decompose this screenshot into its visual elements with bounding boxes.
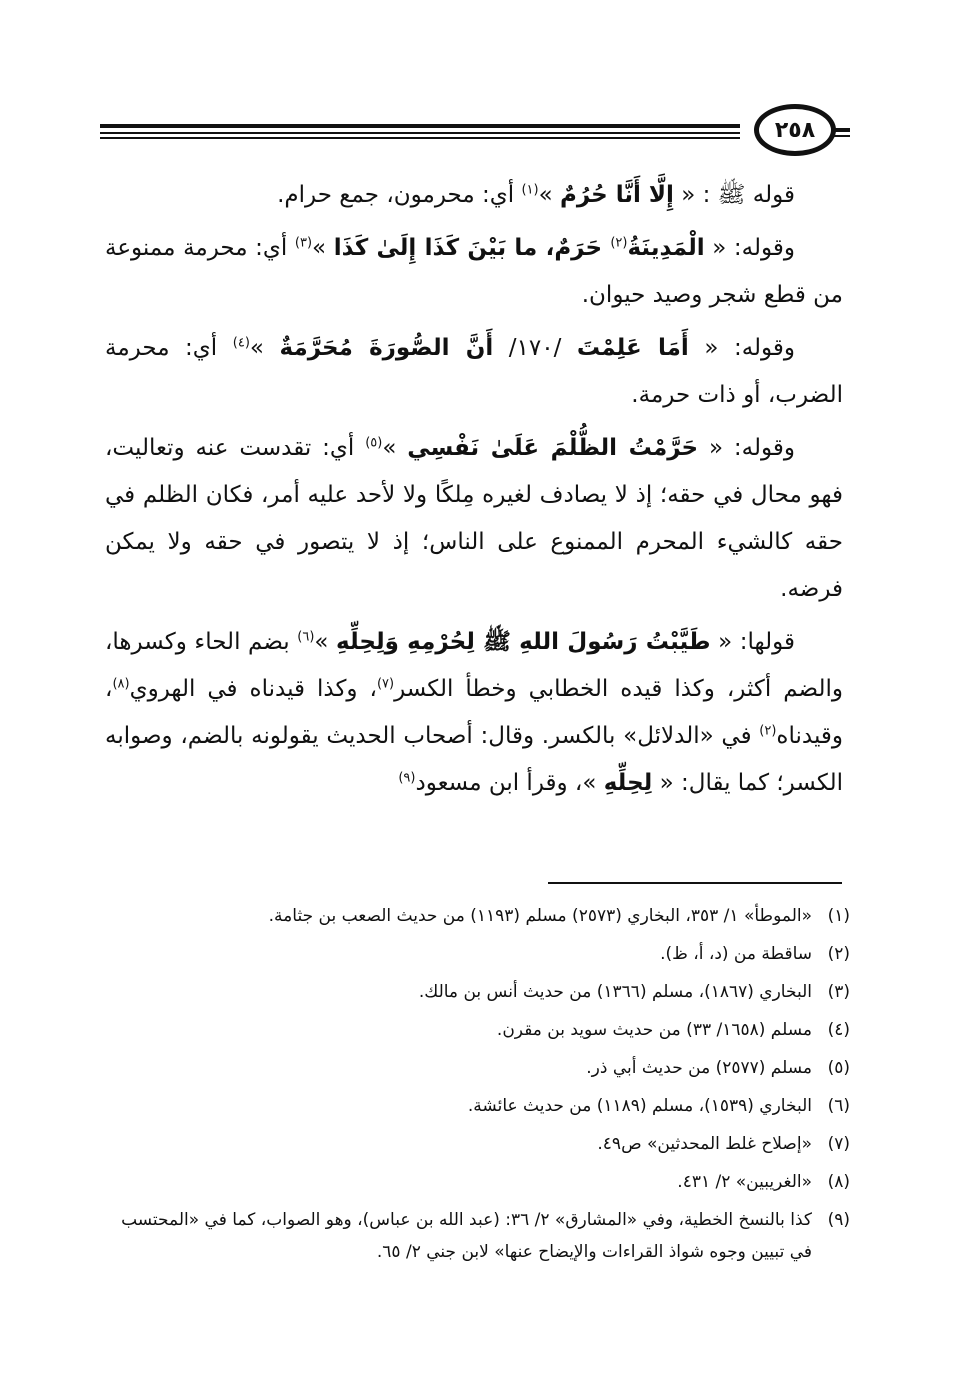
footnote-ref[interactable]: (٥) — [365, 435, 383, 451]
footnote-item — [105, 1052, 850, 1084]
footnote-item — [105, 900, 850, 932]
footnote-text: كذا بالنسخ الخطية، وفي «المشارق» ٢/ ٣٦: (عبد الله بن عباس)، وهو الصواب، كما في «المحتسب في تبيين وجوه شواذ القراءات والإيضاح عنها» لابن جني ٢/ ٦٥. — [121, 1210, 812, 1262]
text-run: أي: محرمة ممنوعة من قطع شجر وصيد حيوان. — [105, 235, 843, 308]
hadith-quote: إِلَّا أَنَّا حُرُمٌ — [560, 182, 674, 208]
footnote-text: ساقطة من (د، أ، ظ). — [660, 944, 812, 964]
footnote-ref[interactable]: (٦) — [297, 629, 315, 645]
hadith-quote: أَنَّ الصُّورَةَ مُحَرَّمَةٌ — [279, 335, 494, 361]
footnote-number: (٤) — [827, 1020, 850, 1040]
footnote-ref[interactable]: (٣) — [294, 235, 313, 251]
footnote-number: (٩) — [827, 1210, 850, 1230]
footnote-text: البخاري (١٥٣٩)، مسلم (١١٨٩) من حديث عائشة. — [467, 1096, 812, 1116]
text-run: أي: تقدست عنه وتعاليت، فهو محال في حقه؛ إذ لا يصادف لغيره مِلكًا ولا لأحد عليه أمر، فكان الظلم في حقه كالشيء المحرم الممنوع على الناس؛ إذ لا يتصور في حقه ولا يمكن فرضه. — [105, 435, 843, 602]
footnote-text: «الغريبين» ٢/ ٤٣١. — [677, 1172, 812, 1192]
footnote-number: (٨) — [827, 1172, 850, 1192]
text-run: » — [538, 182, 560, 208]
footnote-item — [105, 1204, 850, 1268]
footnote-text: مسلم (١٦٥٨/ ٣٣) من حديث سويد بن مقرن. — [496, 1020, 812, 1040]
footnote-item — [105, 1014, 850, 1046]
footnote-text: «إصلاح غلط المحدثين» ص٤٩. — [597, 1134, 812, 1154]
footnote-ref[interactable]: (١) — [521, 182, 539, 198]
text-run: » — [312, 235, 334, 261]
header-rule — [100, 124, 740, 128]
text-run: » — [314, 629, 337, 655]
footnote-ref[interactable]: (٢) — [759, 723, 777, 739]
paragraph-5 — [105, 619, 843, 807]
footnote-item — [105, 1128, 850, 1160]
hadith-quote: طَيَّبْتُ رَسُولَ اللهِ ﷺ لِحُرْمِهِ وَلِحِلِّهِ — [336, 629, 711, 655]
footnote-ref[interactable]: (٢) — [610, 235, 628, 251]
hadith-quote: حَرَّمْتُ الظُّلْمَ عَلَىٰ نَفْسِي — [407, 435, 699, 461]
text-run: »، وقرأ ابن مسعود — [415, 770, 604, 796]
page-number-badge — [754, 104, 836, 156]
footnote-number: (٢) — [827, 944, 850, 964]
hadith-quote: لِحِلِّهِ — [603, 770, 653, 796]
text-run: أي: محرمة الضرب، أو ذات حرمة. — [105, 335, 843, 408]
footnote-ref[interactable]: (٤) — [232, 335, 250, 351]
footnote-ref[interactable]: (٧) — [376, 676, 395, 692]
page-header — [100, 104, 850, 160]
text-run: قوله ﷺ : « — [673, 182, 795, 208]
paragraph-2 — [105, 225, 843, 319]
footnote-item — [105, 976, 850, 1008]
text-run: » — [382, 435, 408, 461]
footnote-number: (٧) — [827, 1134, 850, 1154]
footnote-item — [105, 938, 850, 970]
text-run: أي: محرمون، جمع حرام. — [277, 182, 522, 208]
footnote-text: البخاري (١٨٦٧)، مسلم (١٣٦٦) من حديث أنس بن مالك. — [418, 982, 812, 1002]
footnote-number: (٥) — [827, 1058, 850, 1078]
hadith-quote: الْمَدِينَةُ — [627, 235, 705, 261]
text-run: بضم الحاء وكسرها، والضم أكثر، وكذا قيده الخطابي وخطأ الكسر — [105, 629, 844, 702]
main-text — [105, 172, 843, 813]
footnote-text: مسلم (٢٥٧٧) من حديث أبي ذر. — [586, 1058, 812, 1078]
paragraph-3 — [105, 325, 843, 419]
header-rule — [100, 137, 740, 139]
paragraph-4 — [105, 425, 843, 613]
text-run: وقوله: « — [698, 435, 795, 461]
manuscript-page-marker: /١٧٠/ — [493, 335, 577, 361]
text-run: ، وقيدناه — [105, 676, 843, 749]
footnote-divider — [548, 882, 842, 884]
page-number: ٢٥٨ — [774, 117, 816, 143]
text-run: قولها: « — [710, 629, 796, 655]
text-run: وقوله: « — [688, 335, 796, 361]
text-run: » — [249, 335, 280, 361]
hadith-quote: حَرَمٌ، ما بَيْنَ كَذَا إِلَىٰ كَذَا — [333, 235, 611, 261]
footnote-ref[interactable]: (٨) — [112, 676, 130, 692]
footnote-item — [105, 1166, 850, 1198]
footnote-number: (٣) — [827, 982, 850, 1002]
text-run: وقوله: « — [704, 235, 795, 261]
footnote-number: (١) — [827, 906, 850, 926]
text-run: في «الدلائل» بالكسر. وقال: أصحاب الحديث يقولونه بالضم، وصوابه الكسر؛ كما يقال: « — [105, 723, 843, 796]
footnote-ref[interactable]: (٩) — [398, 770, 416, 786]
footnote-text: «الموطأ» ١/ ٣٥٣، البخاري (٢٥٧٣) مسلم (١١٩٣) من حديث الصعب بن جثامة. — [268, 906, 812, 926]
footnotes — [105, 900, 850, 1274]
hadith-quote: أَمَا عَلِمْتَ — [576, 335, 689, 361]
footnote-number: (٦) — [827, 1096, 850, 1116]
footnote-item — [105, 1090, 850, 1122]
paragraph-1 — [105, 172, 843, 219]
header-rule — [100, 132, 740, 134]
text-run: ، وكذا قيدناه في الهروي — [129, 676, 377, 702]
